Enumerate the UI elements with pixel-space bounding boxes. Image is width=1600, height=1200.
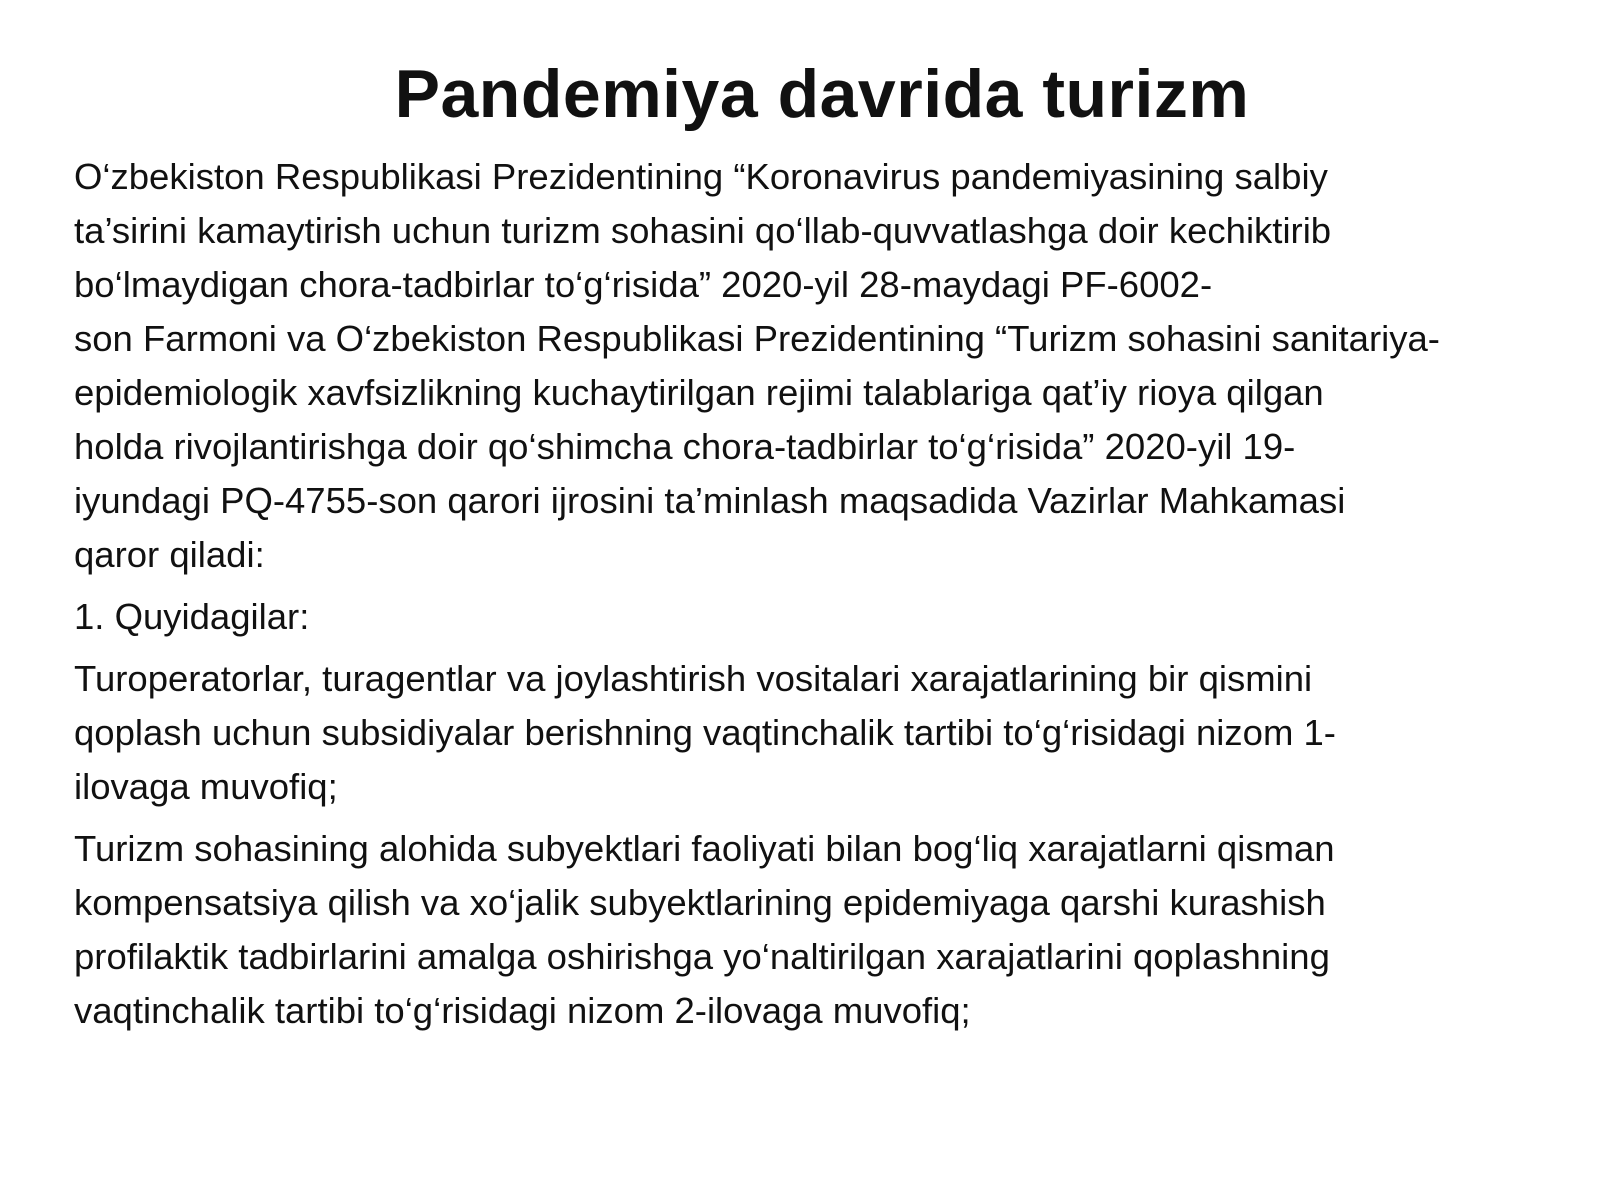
paragraph-annex-2 [74,822,1584,1038]
text-line: kompensatsiya qilish va xo‘jalik subyektlarining epidemiyaga qarshi kurashish [74,882,1326,923]
text-line: O‘zbekiston Respublikasi Prezidentining “Koronavirus pandemiyasining salbiy [74,156,1328,197]
paragraph-decree [74,150,1584,582]
text-line: qaror qiladi: [74,534,265,575]
text-line: qoplash uchun subsidiyalar berishning vaqtinchalik tartibi to‘g‘risidagi nizom 1- [74,712,1336,753]
text-line: profilaktik tadbirlarini amalga oshirishga yo‘naltirilgan xarajatlarini qoplashning [74,936,1330,977]
text-line: Turizm sohasining alohida subyektlari faoliyati bilan bog‘liq xarajatlarni qisman [74,828,1335,869]
text-line: iyundagi PQ-4755-son qarori ijrosini ta’minlash maqsadida Vazirlar Mahkamasi [74,480,1346,521]
text-line: vaqtinchalik tartibi to‘g‘risidagi nizom 2-ilovaga muvofiq; [74,990,971,1031]
paragraph-annex-1 [74,652,1584,814]
slide-title: Pandemiya davrida turizm [394,56,1250,132]
text-line: epidemiologik xavfsizlikning kuchaytirilgan rejimi talablariga qat’iy rioya qilgan [74,372,1324,413]
text-line: ilovaga muvofiq; [74,766,338,807]
text-line: Turoperatorlar, turagentlar va joylashtirish vositalari xarajatlarining bir qismini [74,658,1313,699]
text-line: ta’sirini kamaytirish uchun turizm sohasini qo‘llab-quvvatlashga doir kechiktirib [74,210,1332,251]
slide-body [74,150,1584,1046]
text-line: holda rivojlantirishga doir qo‘shimcha chora-tadbirlar to‘g‘risida” 2020-yil 19- [74,426,1296,467]
text-line: son Farmoni va O‘zbekiston Respublikasi Prezidentining “Turizm sohasini sanitariya- [74,318,1440,359]
text-line: bo‘lmaydigan chora-tadbirlar to‘g‘risida” 2020-yil 28-maydagi PF-6002- [74,264,1213,305]
text-line: 1. Quyidagilar: [74,596,310,637]
paragraph-item-heading [74,590,1584,644]
